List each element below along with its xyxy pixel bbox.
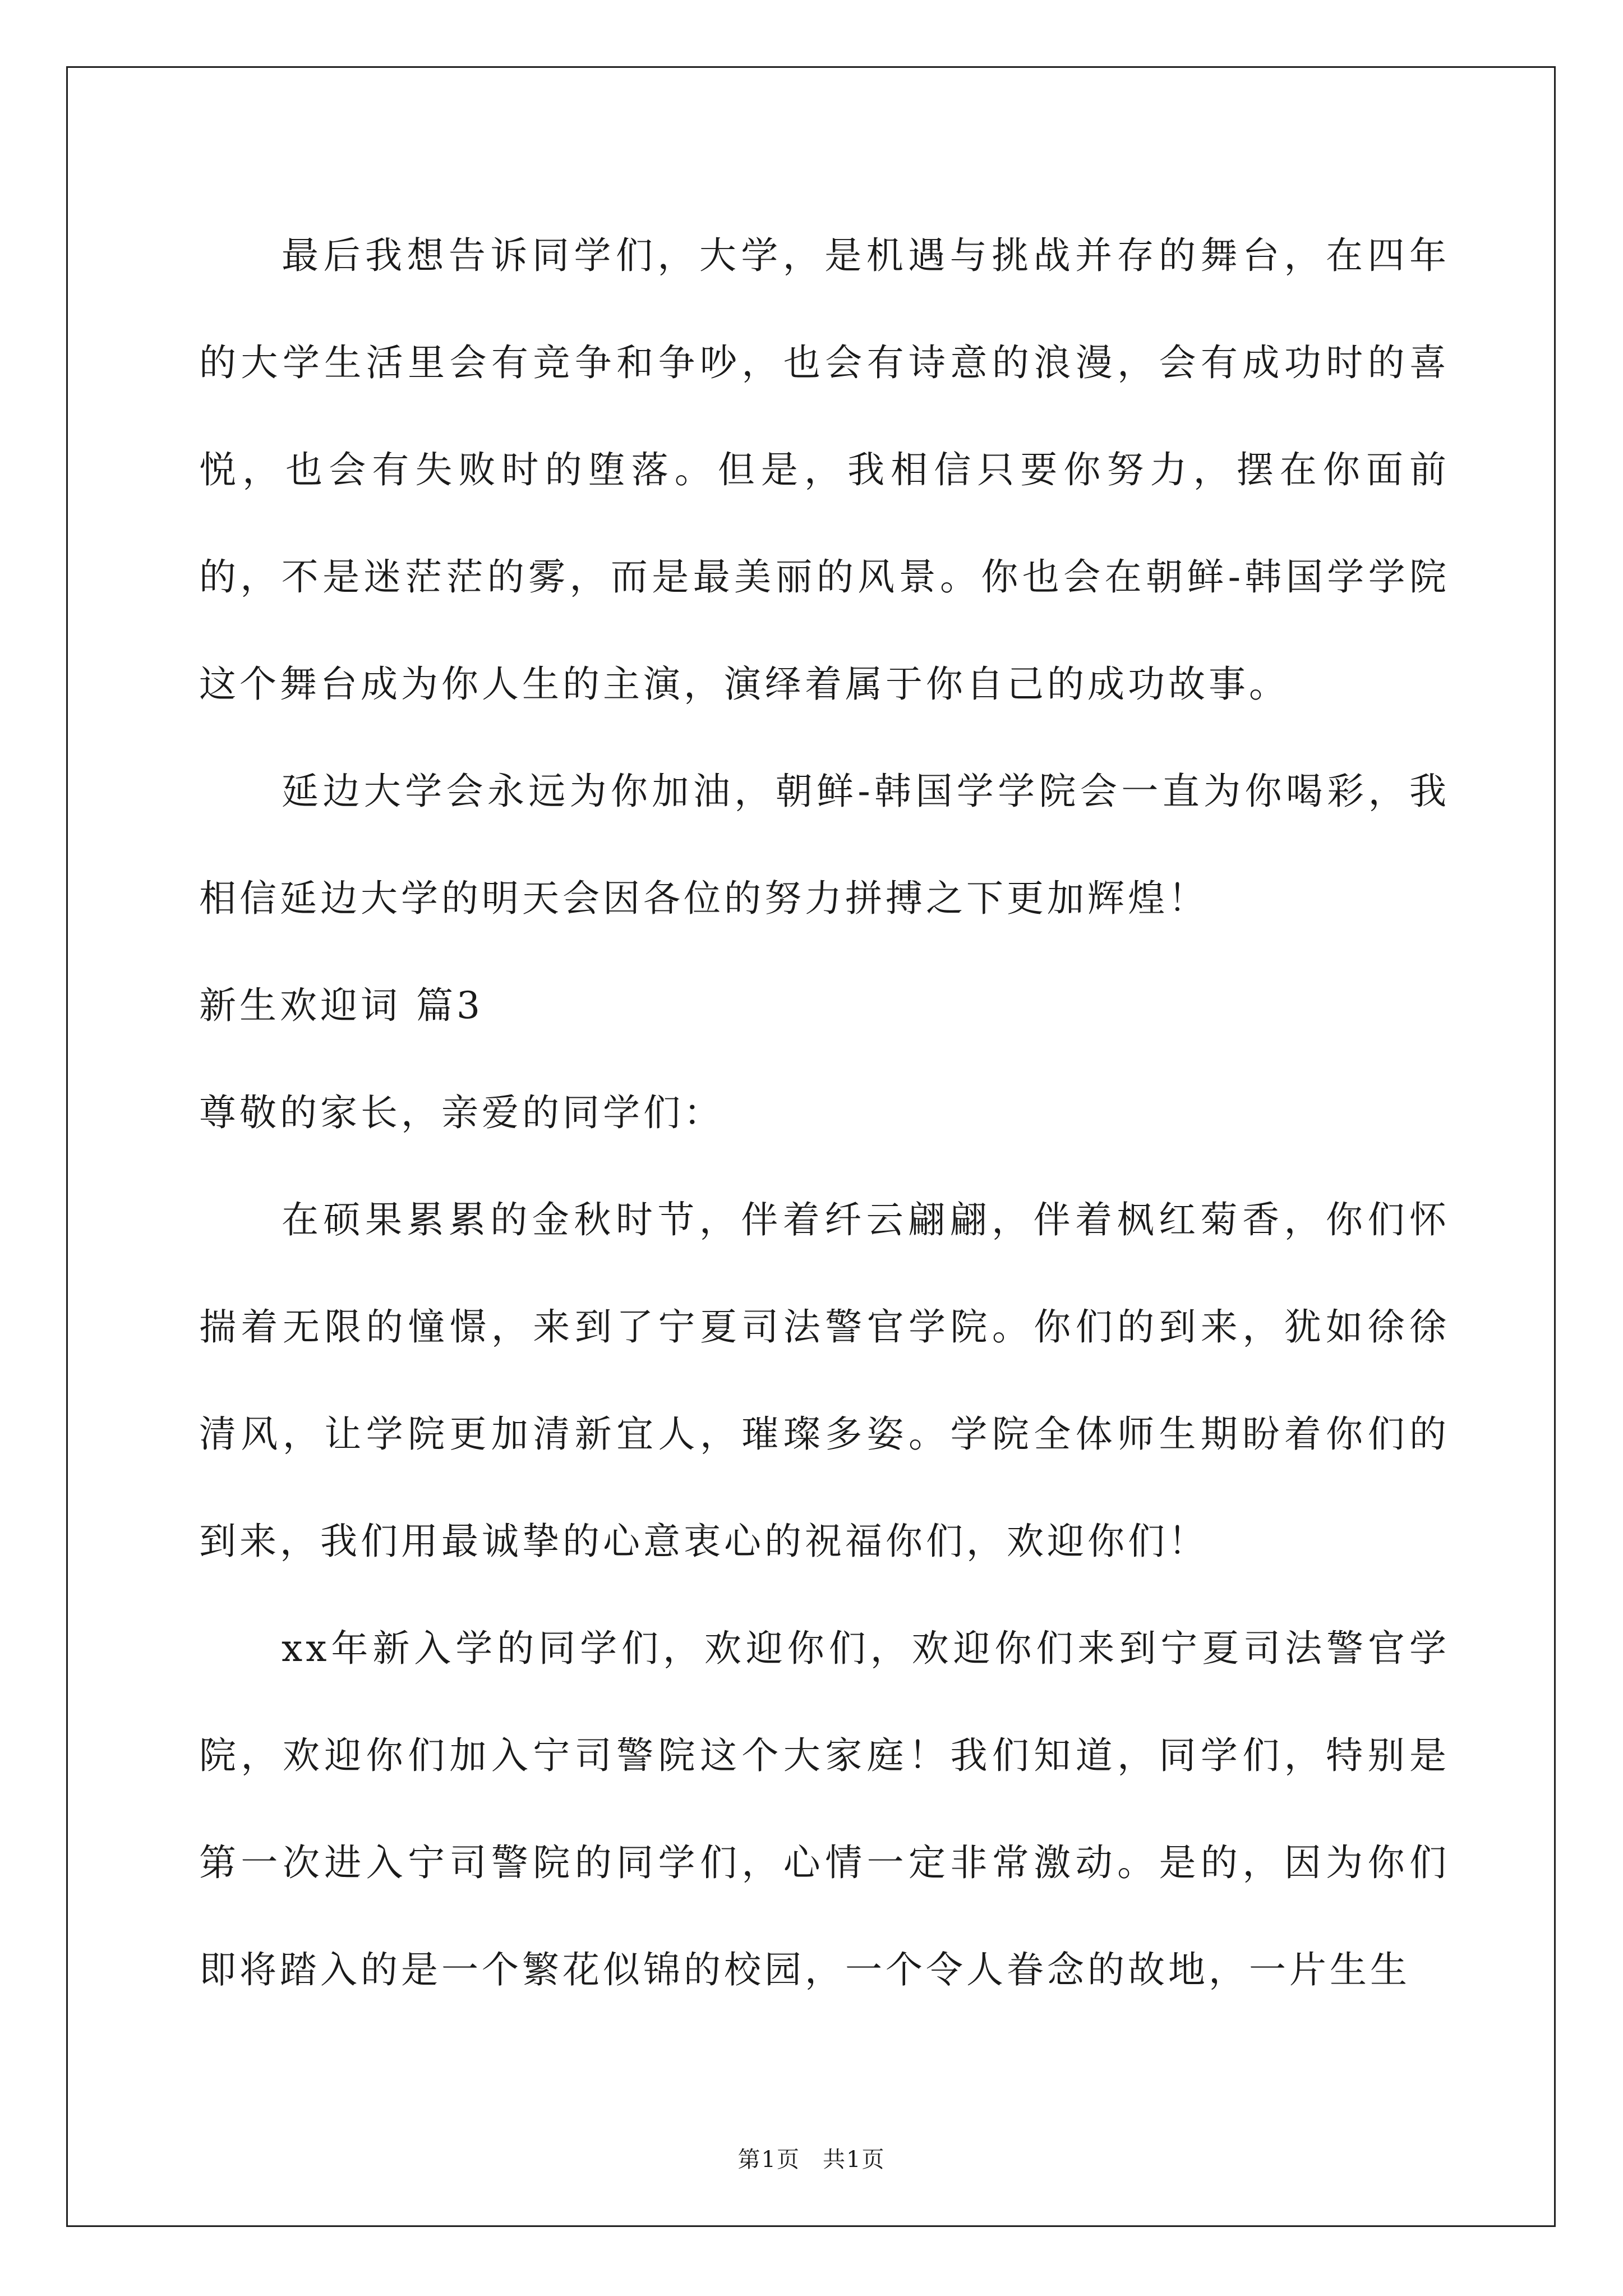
paragraph-new-students: xx年新入学的同学们，欢迎你们，欢迎你们来到宁夏司法警官学院，欢迎你们加入宁司警院这个大家庭！我们知道，同学们，特别是第一次进入宁司警院的同学们，心情一定非常激动。是的，因为你们即将踏入的是一个繁花似锦的校园，一个令人眷念的故地，一片生生 bbox=[199, 1627, 1450, 1991]
salutation: 尊敬的家长，亲爱的同学们： bbox=[199, 1091, 724, 1134]
paragraph-encouragement: 延边大学会永远为你加油，朝鲜-韩国学学院会一直为你喝彩，我相信延边大学的明天会因各位的努力拼搏之下更加辉煌！ bbox=[199, 770, 1450, 920]
page-total: 共1页 bbox=[823, 2147, 886, 2173]
section-heading: 新生欢迎词 篇3 bbox=[199, 984, 483, 1027]
document-body bbox=[199, 202, 1450, 2023]
page-footer bbox=[0, 2142, 1623, 2174]
page-number: 第1页 bbox=[737, 2147, 800, 2173]
paragraph-closing-remarks: 最后我想告诉同学们，大学，是机遇与挑战并存的舞台，在四年的大学生活里会有竞争和争吵，也会有诗意的浪漫，会有成功时的喜悦，也会有失败时的堕落。但是，我相信只要你努力，摆在你面前的，不是迷茫茫的雾，而是最美丽的风景。你也会在朝鲜-韩国学学院这个舞台成为你人生的主演，演绎着属于你自己的成功故事。 bbox=[199, 234, 1450, 706]
paragraph-welcome: 在硕果累累的金秋时节，伴着纤云翩翩，伴着枫红菊香，你们怀揣着无限的憧憬，来到了宁夏司法警官学院。你们的到来，犹如徐徐清风，让学院更加清新宜人，璀璨多姿。学院全体师生期盼着你们的到来，我们用最诚挚的心意衷心的祝福你们，欢迎你们！ bbox=[199, 1198, 1450, 1563]
